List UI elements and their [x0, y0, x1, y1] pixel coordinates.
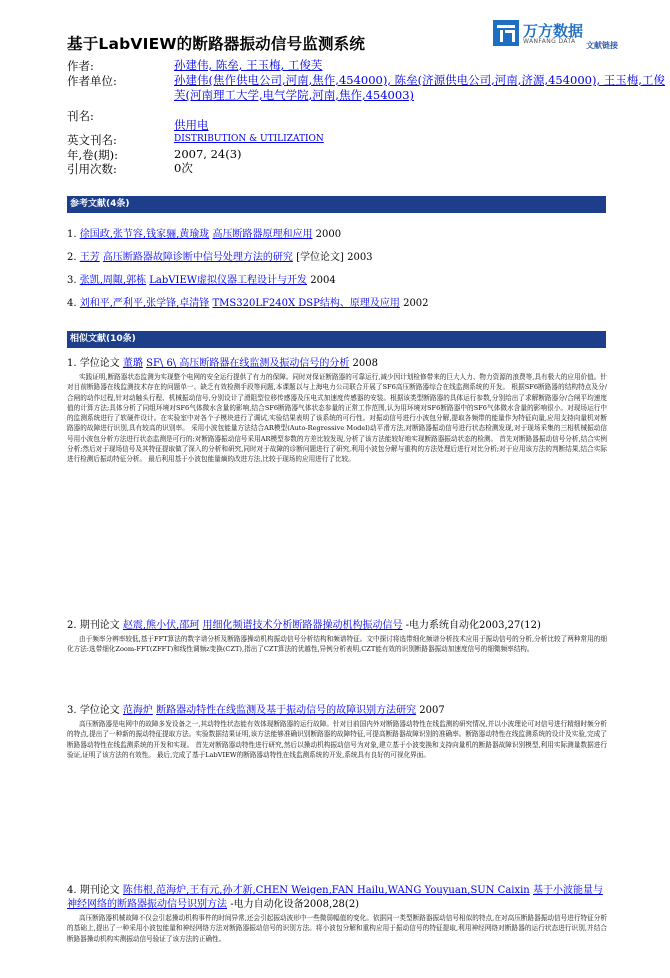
journal-en-row: [67, 132, 607, 148]
author-row: [67, 58, 607, 74]
reference-item: 4. 刘和平,严利平,张学锋,卓清锋 TMS320LF240X DSP结构、原理及应用 2002: [67, 298, 429, 309]
reference-title[interactable]: 高压断路器故障诊断中信号处理方法的研究: [102, 252, 293, 263]
reference-item: 3. 张凯,周陬,郭栋 LabVIEW虚拟仪器工程设计与开发 2004: [67, 275, 336, 286]
cited-value: 0次: [174, 161, 193, 175]
reference-authors[interactable]: 张凯,周陬,郭栋: [79, 275, 147, 286]
related-authors[interactable]: 范海炉: [122, 705, 153, 716]
related-title[interactable]: 用细化频谱技术分析断路器操动机构振动信号: [202, 620, 403, 631]
author-links[interactable]: 孙建伟, 陈垒, 王玉梅, 工俊芙: [174, 58, 323, 72]
journal-en-link[interactable]: DISTRIBUTION & UTILIZATION: [174, 134, 324, 144]
related-title[interactable]: 基于小波能量与神经网络的断路器振动信号识别方法: [67, 885, 603, 910]
author-label: 作者:: [67, 59, 94, 73]
journal-en-label: 英文刊名:: [67, 133, 117, 147]
wanfang-brand-en: WANFANG DATA: [523, 38, 576, 45]
related-item: 3. 学位论文 范海炉 断路器动特性在线监测及基于振动信号的故障识别方法研究 2007 高压断路器是电网中的故障多发设备之一,其动特性状态能有效体现断路器的运行故障。针对目前国内外对断路器动特性在线监测的研究情况,并以小波理论可对信号进行精细时频分析的特点,提出了一种新的振动特征提取方法。实验数据结果证明,该方法能够准确识别断路器的故障特征,可提高断路器故障识别的准确率。断路器动特性在线监测系统的设计及实验,完成了断路器动特性在线监测系统的开发和实现。 首先对断路器动特性进行研究,然后以操动机构振动信号为对象,建立基于小波变换和支持向量机的断路器故障识别模型,利用实际测量数据进行验证,证明了该方法的有效性。 最后,完成了基于LabVIEW的断路器动特性在线监测系统的开发,系统具有良好的可视化界面。: [67, 705, 607, 759]
references-header: 参考文献(4条): [67, 196, 606, 213]
related-item: 1. 学位论文 董璐 SF\ 6\ 高压断路器在线监测及振动信号的分析 2008 实践证明,断路器状态监测为实现整个电网的安全运行提供了有力的保障。同时对保证断路器的可靠运行,减少因计划检修带来的巨大人力、物力资源的浪费等,具有极大的应用价值。针对目前断路器在线监测技术存在的问题单一、缺乏有效检测手段等问题,本课题以与上海电力公司联合开展了SF6高压断路器综合在线监测系统的开发。 根据SF6断路器的结构特点及分/合闸的动作过程,针对动触头行程、机械振动信号,分别设计了滑阻型位移传感器及压电式加速度传感器的安装。根据该类型断路器的具体运行参数,分别给出了求解断路器分/合闸平均速度值的计算方法;具体分析了同组环境对SF6气体微水含量的影响,结合SF6断路器气体状态参量的正常工作范围,认为用环境对SF6断路器中的SF6气体微水含量的影响很小。对现场运行中的监测系统进行了软硬件设计。在实验室中对各个子模块进行了调试,实验结果表明了该系统的可行性。对振动信号进行小波包分解,提取各频带的能量作为特征向量,应用支持向量机对断路器的故障进行识别,具有较高的识别率。 采用小波包能量方法结合AR模型(Auto-Regressive Model)动平滑方法,对断路器振动信号进行状态检测发现,对于现场采集的三相机械振动信号用小波包分析方法进行状态监测是可行的;对断路器振动信号采用AR模型参数的方差比较发现,分析了该方法能较好地实现断路器振动状态的检测。 首先对断路器振动信号分析,结合实例分析;然后对于现场信号及其特征提取做了深入的分析和研究,同时对于故障的诊断问题进行了研究,利用小波包分解与重构的方法处理后进行对比分析;对于应用该方法的判断结果,结合实际进行检测后振动特征分析。 最后利用基于小波包能量熵的改进方法,比较于现场的应用进行了比较。: [67, 358, 607, 464]
cited-label: 引用次数:: [67, 162, 117, 176]
reference-title[interactable]: 高压断路器原理和应用: [212, 229, 313, 240]
affiliation-links[interactable]: 孙建伟(焦作供电公司,河南,焦作,454000), 陈垒(济源供电公司,河南,济源,454000), 王玉梅,工俊芙(河南理工大学,电气学院,河南,焦作,454003): [174, 73, 665, 102]
reference-authors[interactable]: 刘和平,严利平,张学锋,卓清锋: [79, 298, 210, 309]
related-item: 4. 期刊论文 陈伟根,范海炉,王有元,孙才新,CHEN Weigen,FAN Hailu,WANG Youyuan,SUN Caixin 基于小波能量与神经网络的断路器振动信号识别方法 -电力自动化设备2008,28(2) 高压断路器机械故障不仅会引起操动机构事件的时间异常,还会引起振动波形中一些微弱幅值的变化。依据同一类型断路器振动信号相似的特点,在对高压断路器振动信号进行特征分析的基础上,提出了一种采用小波包能量和神经网络方法对断路器振动信号的识别方法。将小波包分解和重构应用于振动信号的特征提取,利用神经网络对断路器的运行状态进行识别,并结合断路器操动机构实测振动信号验证了该方法的正确性。: [67, 885, 607, 943]
reference-item: 2. 王芳 高压断路器故障诊断中信号处理方法的研究 [学位论文] 2003: [67, 252, 373, 263]
related-authors[interactable]: 董璐: [122, 358, 143, 369]
related-header: 相似文献(10条): [67, 331, 606, 348]
related-abstract: 高压断路器是电网中的故障多发设备之一,其动特性状态能有效体现断路器的运行故障。针对目前国内外对断路器动特性在线监测的研究情况,并以小波理论可对信号进行精细时频分析的特点,提出了一种新的振动特征提取方法。实验数据结果证明,该方法能够准确识别断路器的故障特征,可提高断路器故障识别的准确率。断路器动特性在线监测系统的设计及实验,完成了断路器动特性在线监测系统的开发和实现。 首先对断路器动特性进行研究,然后以操动机构振动信号为对象,建立基于小波变换和支持向量机的断路器故障识别模型,利用实际测量数据进行验证,证明了该方法的有效性。 最后,完成了基于LabVIEW的断路器动特性在线监测系统的开发,系统具有良好的可视化界面。: [67, 720, 607, 759]
related-title[interactable]: SF\ 6\ 高压断路器在线监测及振动信号的分析: [146, 358, 350, 369]
related-authors[interactable]: 赵震,熊小伏,邵珂: [122, 620, 200, 631]
related-abstract: 高压断路器机械故障不仅会引起操动机构事件的时间异常,还会引起振动波形中一些微弱幅值的变化。依据同一类型断路器振动信号相似的特点,在对高压断路器振动信号进行特征分析的基础上,提出了一种采用小波包能量和神经网络方法对断路器振动信号的识别方法。将小波包分解和重构应用于振动信号的特征提取,利用神经网络对断路器的运行状态进行识别,并结合断路器操动机构实测振动信号验证了该方法的正确性。: [67, 914, 607, 943]
affiliation-row: [67, 73, 665, 105]
related-title[interactable]: 断路器动特性在线监测及基于振动信号的故障识别方法研究: [156, 705, 417, 716]
related-authors[interactable]: 陈伟根,范海炉,王有元,孙才新,CHEN Weigen,FAN Hailu,WANG Youyuan,SUN Caixin: [122, 885, 530, 896]
related-abstract: 由于频率分辨率较低,基于FFT算法的数字谱分析及断路器操动机构振动信号分析结构和频谱特征。文中探讨将选带细化频谱分析技术应用于振动信号的分析,分析比较了两种常用的细化方法:选带细化Zoom-FFT(ZFFT)和线性调频z变换(CZT),指出了CZT算法的优越性,异例分析表明,CZT能有效的识别断路器振动加速度信号的细微频率结构。: [67, 635, 607, 654]
reference-title[interactable]: TMS320LF240X DSP结构、原理及应用: [212, 298, 400, 309]
cited-row: [67, 161, 607, 177]
reference-authors[interactable]: 徐国政,张节容,钱家骊,黄瑜珑: [79, 229, 210, 240]
journal-link[interactable]: 供用电: [174, 118, 209, 132]
journal-label: 刊名:: [67, 109, 94, 123]
reference-item: 1. 徐国政,张节容,钱家骊,黄瑜珑 高压断路器原理和应用 2000: [67, 229, 342, 240]
year-label: 年,卷(期):: [67, 148, 119, 162]
document-title: 基于LabVIEW的断路器振动信号监测系统: [67, 35, 366, 53]
reference-title[interactable]: LabVIEW虚拟仪器工程设计与开发: [149, 275, 308, 286]
literature-link[interactable]: 文献链接: [586, 40, 618, 50]
wanfang-brand: 万方数据: [523, 22, 584, 40]
year-value: 2007, 24(3): [174, 147, 242, 161]
wanfang-logo-icon: [493, 20, 519, 46]
reference-authors[interactable]: 王芳: [79, 252, 100, 263]
affiliation-label: 作者单位:: [67, 74, 117, 88]
related-item: 2. 期刊论文 赵震,熊小伏,邵珂 用细化频谱技术分析断路器操动机构振动信号 -电力系统自动化2003,27(12) 由于频率分辨率较低,基于FFT算法的数字谱分析及断路器操动机构振动信号分析结构和频谱特征。文中探讨将选带细化频谱分析技术应用于振动信号的分析,分析比较了两种常用的细化方法:选带细化Zoom-FFT(ZFFT)和线性调频z变换(CZT),指出了CZT算法的优越性,异例分析表明,CZT能有效的识别断路器振动加速度信号的细微频率结构。: [67, 620, 607, 654]
related-abstract: 实践证明,断路器状态监测为实现整个电网的安全运行提供了有力的保障。同时对保证断路器的可靠运行,减少因计划检修带来的巨大人力、物力资源的浪费等,具有极大的应用价值。针对目前断路器在线监测技术存在的问题单一、缺乏有效检测手段等问题,本课题以与上海电力公司联合开展了SF6高压断路器综合在线监测系统的开发。 根据SF6断路器的结构特点及分/合闸的动作过程,针对动触头行程、机械振动信号,分别设计了滑阻型位移传感器及压电式加速度传感器的安装。根据该类型断路器的具体运行参数,分别给出了求解断路器分/合闸平均速度值的计算方法;具体分析了同组环境对SF6气体微水含量的影响,结合SF6断路器气体状态参量的正常工作范围,认为用环境对SF6断路器中的SF6气体微水含量的影响很小。对现场运行中的监测系统进行了软硬件设计。在实验室中对各个子模块进行了调试,实验结果表明了该系统的可行性。对振动信号进行小波包分解,提取各频带的能量作为特征向量,应用支持向量机对断路器的故障进行识别,具有较高的识别率。 采用小波包能量方法结合AR模型(Auto-Regressive Model)动平滑方法,对断路器振动信号进行状态检测发现,对于现场采集的三相机械振动信号用小波包分析方法进行状态监测是可行的;对断路器振动信号采用AR模型参数的方差比较发现,分析了该方法能较好地实现断路器振动状态的检测。 首先对断路器振动信号分析,结合实例分析;然后对于现场信号及其特征提取做了深入的分析和研究,同时对于故障的诊断问题进行了研究,利用小波包分解与重构的方法处理后进行对比分析;对于应用该方法的判断结果,结合实际进行检测后振动特征分析。 最后利用基于小波包能量熵的改进方法,比较于现场的应用进行了比较。: [67, 373, 607, 464]
